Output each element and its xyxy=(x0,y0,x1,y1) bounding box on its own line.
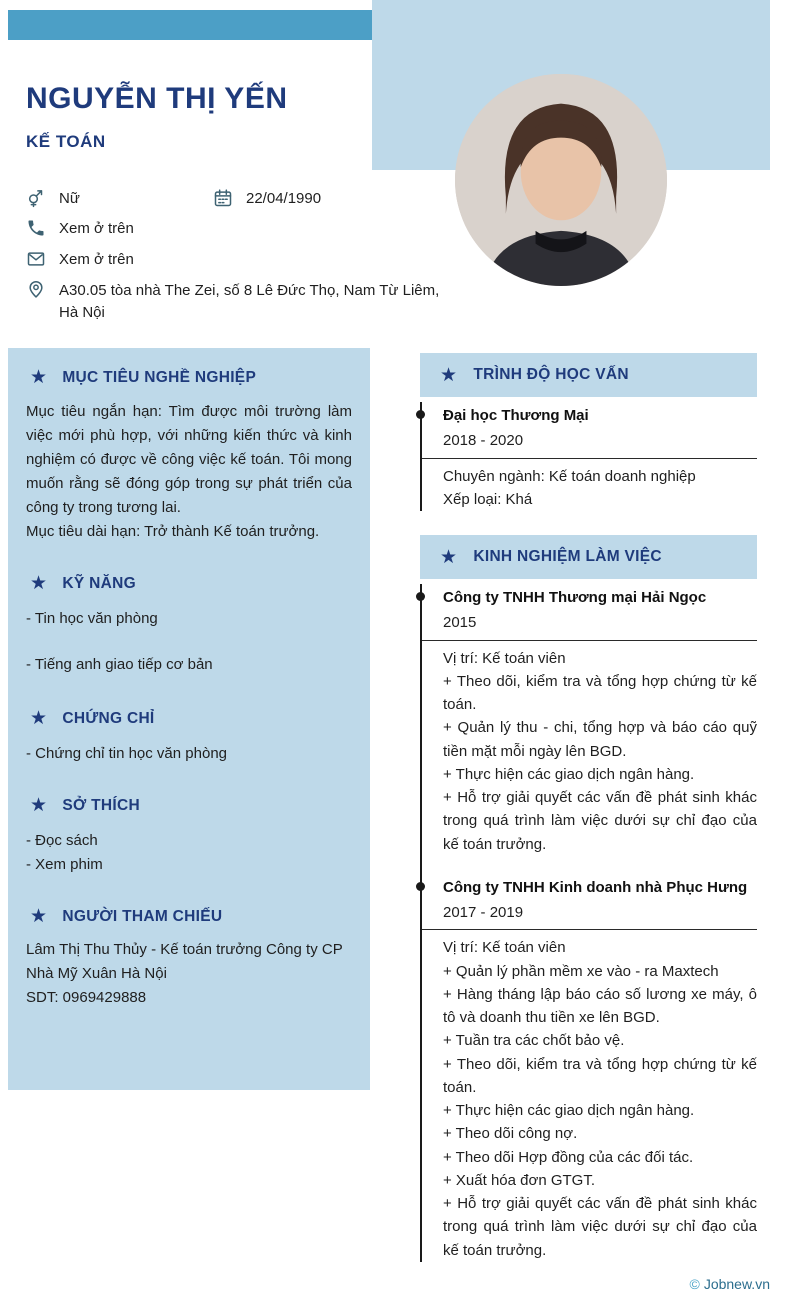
calendar-icon xyxy=(213,188,233,208)
location-icon xyxy=(26,279,46,299)
reference-line: SDT: 0969429888 xyxy=(26,989,147,1006)
objective-heading-label: MỤC TIÊU NGHỀ NGHIỆP xyxy=(62,368,257,386)
contact-info xyxy=(26,188,440,332)
star-icon: ★ xyxy=(30,367,48,388)
star-icon: ★ xyxy=(440,546,458,568)
duty-item: + Theo dõi, kiểm tra và tổng hợp chứng từ kế toán. xyxy=(443,1055,757,1096)
gender-value: Nữ xyxy=(59,190,80,207)
right-column xyxy=(420,353,757,1286)
contact-row-email xyxy=(26,249,440,270)
star-icon: ★ xyxy=(30,708,48,729)
education-entry xyxy=(422,402,757,511)
section-heading-hobbies xyxy=(26,796,352,815)
duty-item: + Thực hiện các giao dịch ngân hàng. xyxy=(443,1102,695,1119)
certificates-heading-label: CHỨNG CHỈ xyxy=(62,709,155,727)
contact-row-gender-birthday xyxy=(26,188,440,209)
school-name: Đại học Thương Mại xyxy=(443,407,589,424)
section-heading-objective xyxy=(26,368,352,387)
hobbies-list xyxy=(26,829,352,877)
hobbies-heading-label: SỞ THÍCH xyxy=(62,796,140,814)
education-period: 2018 - 2020 xyxy=(443,432,524,450)
objective-paragraph: Mục tiêu ngắn hạn: Tìm được môi trường làm việc mới phù hợp, với những kiến thức và kinh nghiệm có được về công việc kế toán. Tôi mong muốn rằng sẽ đóng góp trong sự phát triển của công ty trong tương lai. xyxy=(26,403,352,516)
timeline-dot-icon xyxy=(416,410,425,419)
list-item: - Chứng chỉ tin học văn phòng xyxy=(26,745,227,762)
contact-row-phone xyxy=(26,218,440,239)
reference-line: Lâm Thị Thu Thủy - Kế toán trưởng Công ty CP Nhà Mỹ Xuân Hà Nội xyxy=(26,941,343,982)
skills-heading-label: KỸ NĂNG xyxy=(62,574,136,592)
experience-entry xyxy=(422,874,757,1262)
email-icon xyxy=(26,249,46,269)
company-name: Công ty TNHH Thương mại Hải Ngọc xyxy=(443,589,707,606)
timeline-dot-icon xyxy=(416,592,425,601)
experience-period: 2015 xyxy=(443,614,477,632)
education-detail: Chuyên ngành: Kế toán doanh nghiệp xyxy=(443,467,696,485)
objective-body xyxy=(26,400,352,544)
phone-value: Xem ở trên xyxy=(59,220,134,238)
section-heading-certificates xyxy=(26,709,352,728)
section-heading-skills xyxy=(26,574,352,593)
list-item: - Xem phim xyxy=(26,856,103,873)
company-name: Công ty TNHH Kinh doanh nhà Phục Hưng xyxy=(443,878,748,896)
copyright-icon: © xyxy=(689,1276,700,1292)
experience-heading-label: KINH NGHIỆM LÀM VIỆC xyxy=(473,548,662,565)
position-line: Vị trí: Kế toán viên xyxy=(443,649,566,667)
phone-icon xyxy=(26,218,46,238)
star-icon: ★ xyxy=(30,795,48,816)
section-heading-references xyxy=(26,907,352,926)
birthday-field xyxy=(213,188,321,209)
list-item: - Tin học văn phòng xyxy=(26,610,158,627)
list-item: - Tiếng anh giao tiếp cơ bản xyxy=(26,656,213,673)
star-icon: ★ xyxy=(30,573,48,594)
email-value: Xem ở trên xyxy=(59,250,134,268)
certificates-list xyxy=(26,742,352,766)
page-title: NGUYỄN THỊ YẾN xyxy=(26,82,288,115)
education-detail: Xếp loại: Khá xyxy=(443,490,533,508)
duty-item: + Quản lý phần mềm xe vào - ra Maxtech xyxy=(443,962,719,980)
divider xyxy=(422,458,757,459)
duty-item: + Hàng tháng lập báo cáo số lương xe máy, ô tô và doanh thu tiền xe lên BGD. xyxy=(443,985,757,1026)
credit-text: Jobnew.vn xyxy=(703,1276,770,1292)
duty-item: + Hỗ trợ giải quyết các vấn đề phát sinh khác trong quá trình làm việc dưới sự chỉ đạo của kế toán trưởng. xyxy=(443,789,757,853)
duty-item: + Theo dõi Hợp đồng của các đối tác. xyxy=(443,1148,694,1166)
gender-field xyxy=(26,188,213,209)
job-title: KẾ TOÁN xyxy=(26,132,106,151)
profile-photo xyxy=(455,74,667,286)
star-icon: ★ xyxy=(30,906,48,927)
avatar-illustration xyxy=(455,74,667,286)
timeline-dot-icon xyxy=(416,882,425,891)
experience-period: 2017 - 2019 xyxy=(443,904,524,921)
duty-item: + Hỗ trợ giải quyết các vấn đề phát sinh khác trong quá trình làm việc dưới sự chỉ đạo của kế toán trưởng. xyxy=(443,1195,757,1259)
experience-entry xyxy=(422,584,757,856)
contact-row-address xyxy=(26,279,440,324)
duty-item: + Theo dõi, kiểm tra và tổng hợp chứng từ kế toán. xyxy=(443,672,757,713)
gender-icon xyxy=(26,188,46,208)
divider xyxy=(422,640,757,641)
position-line: Vị trí: Kế toán viên xyxy=(443,939,566,957)
list-item: - Đọc sách xyxy=(26,832,98,849)
birthday-value: 22/04/1990 xyxy=(246,190,322,207)
experience-timeline xyxy=(420,584,757,1262)
divider xyxy=(422,929,757,930)
duty-item: + Theo dõi công nợ. xyxy=(443,1125,578,1143)
duty-item: + Tuần tra các chốt bảo vệ. xyxy=(443,1032,625,1050)
section-heading-education xyxy=(420,353,757,397)
references-heading-label: NGƯỜI THAM CHIẾU xyxy=(62,907,223,925)
references-body xyxy=(26,938,352,1010)
objective-paragraph: Mục tiêu dài hạn: Trở thành Kế toán trưởng. xyxy=(26,523,320,540)
duty-item: + Xuất hóa đơn GTGT. xyxy=(443,1171,595,1189)
education-timeline xyxy=(420,402,757,511)
star-icon: ★ xyxy=(440,364,458,386)
duty-item: + Thực hiện các giao dịch ngân hàng. xyxy=(443,765,695,783)
left-sidebar-panel xyxy=(8,348,370,1090)
skills-list xyxy=(26,607,352,677)
duty-item: + Quản lý thu - chi, tổng hợp và báo cáo quỹ tiền mặt mỗi ngày lên BGD. xyxy=(443,719,757,760)
address-value: A30.05 tòa nhà The Zei, số 8 Lê Đức Thọ, Nam Từ Liêm, Hà Nội xyxy=(59,281,440,321)
site-credit xyxy=(690,1276,771,1292)
education-heading-label: TRÌNH ĐỘ HỌC VẤN xyxy=(473,366,629,383)
section-heading-experience xyxy=(420,535,757,579)
